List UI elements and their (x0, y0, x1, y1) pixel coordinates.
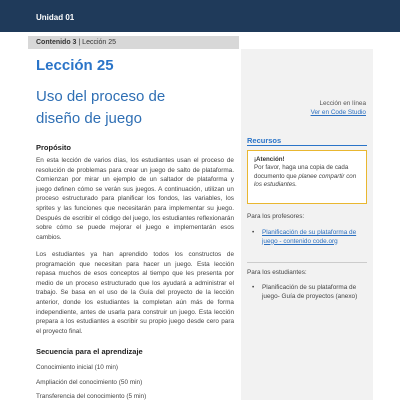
students-resource: Planificación de su plataforma de juego- Guía de proyectos (anexo) (262, 284, 358, 300)
breadcrumb-separator: | (76, 39, 83, 46)
sequence-item: Ampliación del conocimiento (50 min) (36, 379, 143, 386)
attention-box (247, 150, 367, 204)
lesson-title (36, 86, 236, 130)
breadcrumb (28, 36, 239, 49)
students-label: Para los estudiantes: (247, 269, 307, 276)
breadcrumb-content: Contenido 3 (36, 39, 77, 46)
top-bar (0, 0, 400, 32)
resources-heading: Recursos (247, 136, 282, 145)
purpose-paragraph-2: Los estudiantes ya han aprendido todos los constructos de programación que necesitan para hacer un juego. Esta lección repasa muchos de esos conceptos al tiempo que les presenta por medio de un proceso estructurado que los ayudará a administrar el trabajo. Se basa en el uso de la Guía del proyecto de la lección anterior, donde los estudiantes la completan aún más de forma independiente, antes de usarla para construir un juego. Esta lección prepara a los estudiantes a escribir su propio juego desde cero para el proyecto final. (36, 251, 234, 335)
bullet-icon: • (252, 284, 255, 291)
lesson-title-line1: Uso del proceso de (36, 88, 166, 105)
sequence-heading (36, 347, 234, 356)
purpose-heading (36, 143, 234, 152)
lesson-title-line2: diseño de juego (36, 110, 142, 127)
purpose-heading-text: Propósito (36, 143, 71, 152)
online-lesson (248, 100, 366, 117)
breadcrumb-lesson: Lección 25 (82, 39, 117, 46)
teachers-label: Para los profesores: (247, 213, 305, 220)
sequence-item: Conocimiento inicial (10 min) (36, 364, 119, 371)
bullet-icon: • (252, 229, 255, 236)
attention-text-emphasis: planee compartir con los estudiantes. (254, 172, 357, 188)
students-list-item (252, 284, 366, 301)
purpose-paragraph-1: En esta lección de varios días, los estudiantes usan el proceso de resolución de problemas para crear un juego de salto de plataforma. Comienzan por mirar un ejemplo de un saltador de plataforma y juego definen cómo se verán sus juegos. A continuación, utilizan un proceso estructurado para planificar los fondos, las variables, los sprites y las funciones que necesitarán para implementar su juego. Después de escribir el código del juego, los estudiantes reflexionarán sobre cómo se puede mejorar el juego e implementarán esos cambios. (36, 157, 234, 241)
sequence-item: Transferencia del conocimiento (5 min) (36, 393, 147, 400)
lesson-number: Lección 25 (36, 57, 114, 74)
online-lesson-label: Lección en línea (319, 100, 366, 107)
attention-title: ¡Atención! (254, 156, 285, 163)
sidebar-divider (247, 262, 367, 263)
teachers-resource-link[interactable]: Planificación de su plataforma de juego - contenido code.org (262, 229, 357, 245)
code-studio-link[interactable]: Ver en Code Studio (310, 108, 366, 116)
unit-label: Unidad 01 (36, 13, 75, 22)
resources-divider (247, 145, 367, 146)
attention-text: Por favor, haga una copia de cada documento que (254, 164, 349, 180)
teachers-list-item (252, 229, 366, 246)
sequence-heading-text: Secuencia para el aprendizaje (36, 347, 143, 356)
